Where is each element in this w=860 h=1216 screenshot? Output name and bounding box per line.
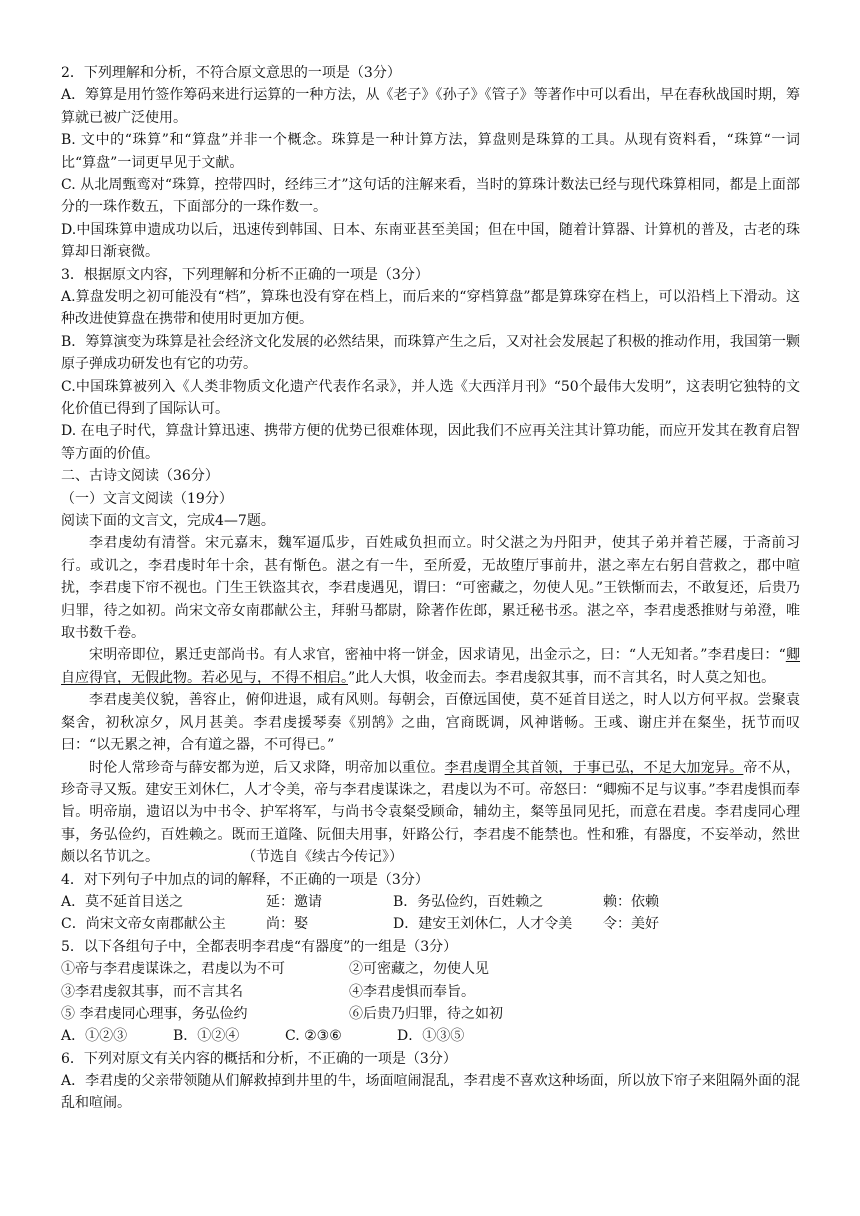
q5-item-4: ④李君虔惧而奉旨。 (349, 983, 475, 1000)
q3-option-b: B．筹算演变为珠算是社会经济文化发展的必然结果，而珠算产生之后，又对社会发展起了积极的推动作用，我国第一颗原子弹成功研发也有它的功劳。 (61, 333, 800, 373)
q4-row-1 (61, 891, 800, 913)
q5-stem: 5．以下各组句子中，全都表明李君虔“有器度”的一组是（3分） (61, 938, 458, 955)
q4-option-d-gloss: 令：美好 (603, 916, 659, 933)
q2-stem: 2．下列理解和分析，不符合原文意思的一项是（3分） (61, 65, 401, 81)
q5-item-2: ②可密藏之，勿使人见 (349, 961, 489, 978)
q5-item-3: ③李君虔叙其事，而不言其名 (61, 983, 243, 1000)
q4-option-c: C．尚宋文帝女南郡献公主 (61, 916, 226, 933)
q4-option-c-gloss: 尚：娶 (266, 916, 308, 933)
q4-stem: 4．对下列句子中加点的词的解释，不正确的一项是（3分） (61, 871, 429, 888)
q4-row-2 (61, 913, 800, 935)
section-title: 二、古诗文阅读（36分） (61, 468, 219, 485)
q6-option-a: A．李君虔的父亲带领随从们解救掉到井里的牛，场面喧闹混乱，李君虔不喜欢这种场面，所以放下帘子来阻隔外面的混乱和喧闹。 (61, 1073, 800, 1112)
underlined-sentence: 卿自应得官，无假此物。若必见与，不得不相启。 (61, 647, 801, 686)
q5-option-b: B．①②④ (173, 1028, 240, 1045)
passage-source: （节选自《续古今传记》） (249, 849, 403, 866)
q2-option-b: B. 文中的“珠算”和“算盘”并非一个概念。珠算是一种计算方法，算盘则是珠算的工具。从现有资料看，“珠算“一词比“算盘”一词更早见于文献。 (61, 132, 800, 171)
q5-item-5: ⑤ 李君虔同心理事，务弘俭约 (61, 1005, 248, 1022)
q5-row-1 (61, 958, 800, 980)
q3-option-c: C.中国珠算被列入《人类非物质文化遗产代表作名录》，并人选《大西洋月刊》“50个最伟大发明”，这表明它独特的文化价值已得到了国际认可。 (61, 378, 800, 418)
q5-options (61, 1025, 800, 1047)
passage-paragraph-2 (61, 644, 800, 689)
passage-text: 宋明帝即位，累迁吏部尚书。有人求官，密袖中将一饼金，因求请见，出金示之，曰：“人无知者。”李君虔曰：“ (89, 647, 786, 664)
q5-item-6: ⑥后贵乃归罪，待之如初 (349, 1005, 503, 1022)
passage-text: 时伦人常珍奇与薛安都为逆，后又求降，明帝加以重位。 (89, 759, 445, 776)
q4-option-a: A．莫不延首目送之 (61, 893, 184, 910)
q5-option-d: D．①③⑤ (397, 1028, 465, 1045)
q3-stem: 3．根据原文内容，下列理解和分析不正确的一项是（3分） (61, 266, 429, 283)
passage-paragraph-4 (61, 757, 800, 869)
q4-option-a-gloss: 延：邀请 (266, 893, 322, 910)
passage-text: ”此人大惧，收金而去。李君虔叙其事，而不言其名，时人莫之知也。 (348, 669, 776, 686)
passage-paragraph-3: 李君虔美仪貌，善容止，俯仰进退，咸有风则。每朝会，百僚远国使，莫不延首目送之，时人以方何平叔。尝聚袁粲舍，初秋凉夕，风月甚美。李君虔援琴奏《别鹄》之曲，宫商既调，风神谐畅。王彧、谢庄并在粲坐，抚节而叹曰：“以无累之神，合有道之器，不可得已。” (61, 692, 800, 754)
q4-option-d: D．建安王刘休仁，人才令美 (393, 916, 573, 933)
subsection-title: （一）文言文阅读（19分） (61, 490, 233, 507)
q4-option-b: B．务弘俭约，百姓赖之 (393, 893, 544, 910)
underlined-sentence: 李君虔谓全其首领，于事已弘，不足大加宠异。 (444, 759, 744, 776)
passage-text: 帝不从，珍奇寻又叛。建安王刘休仁，人才令美，帝与李君虔谋诛之，君虔以为不可。帝怒曰：“卿痴不足与议事。”李君虔惧而奉旨。明帝崩，遗诏以为中书令、护军将军，与尚书令袁粲受顾命，辅幼主，粲等虽同见托，而意在君虔。李君虔同心理事，务弘俭约，百姓赖之。既而王道隆、阮佃夫用事，奸路公行，李君虔不能禁也。性和雅，有器度，不妄举动，然世颇以名节讥之。 (61, 759, 801, 866)
q5-option-c: C. ②③⑥ (285, 1028, 342, 1045)
reading-instruction: 阅读下面的文言文，完成4—7题。 (61, 513, 275, 530)
q5-option-a: A．①②③ (61, 1028, 128, 1045)
q2-option-c: C. 从北周甄鸾对“珠算，控带四时，经纬三才”这句话的注解来看，当时的算珠计数法已经与现代珠算相同，都是上面部分的一珠作数五，下面部分的一珠作数一。 (61, 177, 800, 216)
passage-paragraph-1: 李君虔幼有清誉。宋元嘉末，魏军逼瓜步，百姓咸负担而立。时父湛之为丹阳尹，使其子弟并着芒屦，于斋前习行。或讥之，李君虔时年十余，甚有惭色。湛之有一牛，至所爱，无故堕厅事前井，湛之率左右躬自营救之，郡中喧扰，李君虔下帘不视也。门生王铁盗其衣，李君虔遇见，谓曰：“可密藏之，勿使人见。”王铁惭而去，不敢复还，后贵乃归罪，待之如初。尚宋文帝女南郡献公主，拜驸马都尉，除著作佐郎，累迁秘书丞。湛之卒，李君虔悉推财与弟澄，唯取书数千卷。 (61, 535, 800, 642)
q3-option-a: A.算盘发明之初可能没有“档”，算珠也没有穿在档上，而后来的“穿档算盘”都是算珠穿在档上，可以沿档上下滑动。这种改进使算盘在携带和使用时更加方便。 (61, 289, 800, 328)
q6-stem: 6．下列对原文有关内容的概括和分析，不正确的一项是（3分） (61, 1050, 457, 1067)
q4-option-b-gloss: 赖：依赖 (603, 893, 659, 910)
q3-option-d: D. 在电子时代，算盘计算迅速、携带方便的优势已很难体现，因此我们不应再关注其计算功能，而应开发其在教育启智等方面的价值。 (61, 423, 800, 462)
q5-row-2 (61, 981, 800, 1003)
q5-item-1: ①帝与李君虔谋诛之，君虔以为不可 (61, 961, 285, 978)
q5-row-3 (61, 1003, 800, 1025)
q2-option-a: A．筹算是用竹签作筹码来进行运算的一种方法，从《老子》《孙子》《管子》等著作中可以看出，早在春秋战国时期，筹算就已被广泛使用。 (61, 87, 800, 126)
q2-option-d: D.中国珠算申遗成功以后，迅速传到韩国、日本、东南亚甚至美国；但在中国，随着计算器、计算机的普及，古老的珠算却日渐衰微。 (61, 221, 800, 261)
